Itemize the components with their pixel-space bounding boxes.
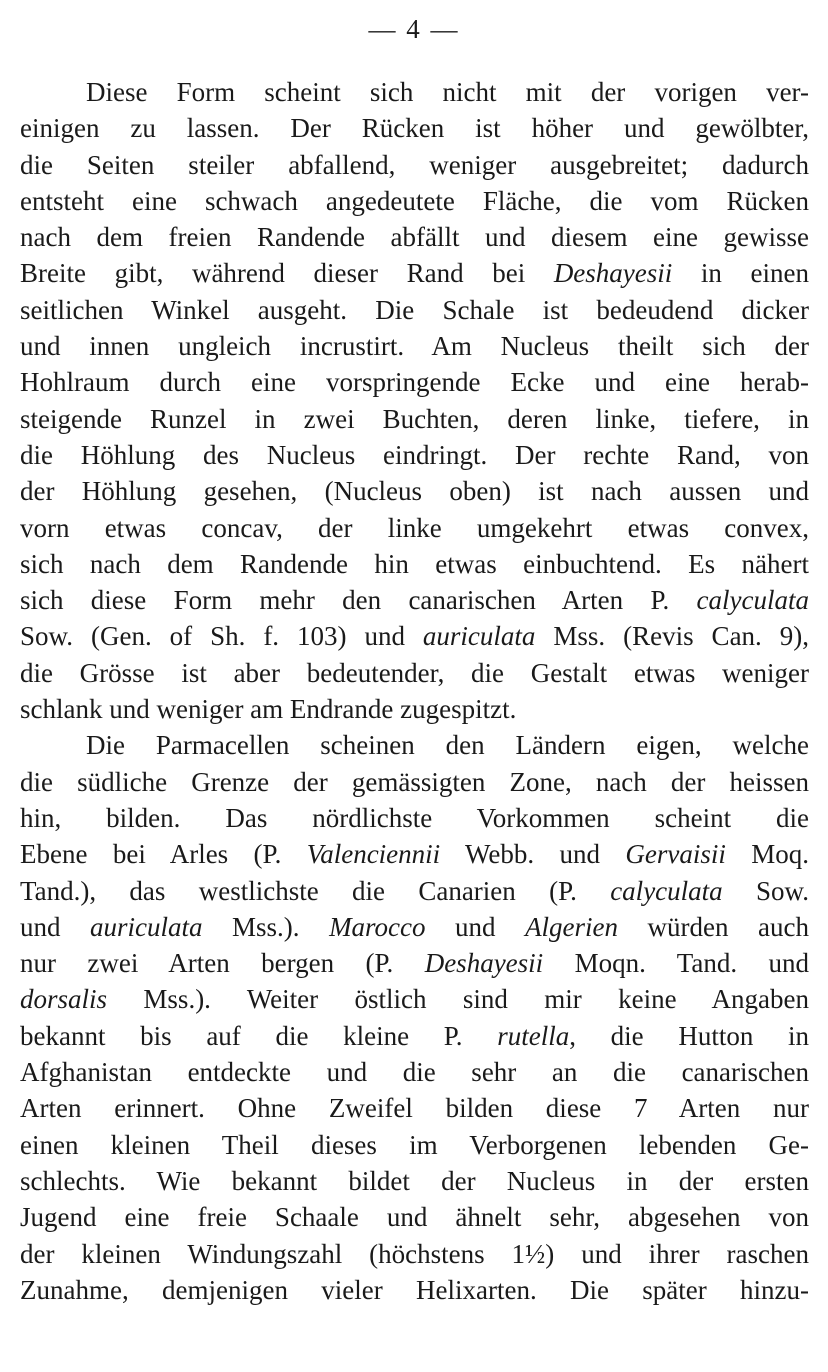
text-line bbox=[20, 1127, 809, 1163]
text-segment: der Höhlung gesehen, (Nucleus oben) ist nach aussen und bbox=[20, 476, 809, 507]
text-line bbox=[20, 74, 809, 110]
text-segment: Die Parmacellen scheinen den Ländern eigen, welche bbox=[86, 730, 809, 761]
text-segment: Moqn. Tand. und bbox=[543, 948, 809, 979]
text-segment: schlank und weniger am Endrande zugespitzt. bbox=[20, 694, 517, 725]
text-line bbox=[20, 328, 809, 364]
text-line bbox=[20, 510, 809, 546]
text-line bbox=[20, 1272, 809, 1308]
text-segment: sich diese Form mehr den canarischen Arten P. bbox=[20, 585, 697, 616]
text-segment: Diese Form scheint sich nicht mit der vorigen ver- bbox=[86, 77, 809, 107]
text-segment: bekannt bis auf die kleine P. bbox=[20, 1020, 498, 1051]
text-segment: und bbox=[20, 911, 91, 942]
text-segment: Moq. bbox=[725, 839, 809, 870]
page-number: — 4 — bbox=[368, 14, 460, 44]
text-line bbox=[20, 183, 809, 219]
text-line bbox=[20, 618, 809, 654]
text-line bbox=[20, 655, 809, 691]
italic-term: Gervaisii bbox=[625, 839, 726, 870]
text-segment: Afghanistan entdeckte und die sehr an die canarischen bbox=[20, 1057, 809, 1088]
text-line bbox=[20, 981, 809, 1017]
text-segment: Sow. bbox=[722, 875, 810, 906]
italic-term: Deshayesii bbox=[424, 948, 544, 979]
text-line bbox=[20, 1018, 809, 1054]
text-line bbox=[20, 147, 809, 183]
text-line bbox=[20, 255, 809, 291]
text-segment: Tand.), das westlichste die Canarien (P. bbox=[20, 875, 611, 906]
text-segment: Sow. (Gen. of Sh. f. 103) und bbox=[20, 621, 423, 652]
italic-term: rutella bbox=[497, 1020, 570, 1051]
text-line bbox=[20, 1199, 809, 1235]
text-segment: Ebene bei Arles (P. bbox=[20, 839, 307, 870]
text-line bbox=[20, 110, 809, 146]
text-segment: einen kleinen Theil dieses im Verborgenen lebenden Ge- bbox=[20, 1129, 809, 1160]
text-segment: seitlichen Winkel ausgeht. Die Schale ist bedeudend dicker bbox=[20, 294, 809, 325]
text-line bbox=[20, 582, 809, 618]
text-line bbox=[20, 1236, 809, 1272]
text-segment: nach dem freien Randende abfällt und diesem eine gewisse bbox=[20, 222, 809, 253]
text-segment: der kleinen Windungszahl (höchstens 1½) und ihrer raschen bbox=[20, 1238, 809, 1269]
italic-term: calyculata bbox=[610, 875, 723, 906]
text-segment: , die Hutton in bbox=[569, 1020, 809, 1051]
italic-term: dorsalis bbox=[20, 984, 108, 1015]
text-line bbox=[20, 364, 809, 400]
text-line bbox=[20, 401, 809, 437]
text-segment: die Höhlung des Nucleus eindringt. Der rechte Rand, von bbox=[20, 439, 809, 470]
text-segment: in einen bbox=[672, 258, 809, 289]
text-line bbox=[20, 1163, 809, 1199]
text-line bbox=[20, 909, 809, 945]
italic-term: calyculata bbox=[696, 585, 809, 616]
italic-term: Algerien bbox=[525, 911, 619, 942]
text-segment: Hohlraum durch eine vorspringende Ecke und eine herab- bbox=[20, 367, 809, 398]
text-segment: Zunahme, demjenigen vieler Helixarten. Die später hinzu- bbox=[20, 1274, 809, 1305]
text-line bbox=[20, 836, 809, 872]
text-line bbox=[20, 473, 809, 509]
text-line bbox=[20, 873, 809, 909]
text-line bbox=[20, 546, 809, 582]
text-segment: einigen zu lassen. Der Rücken ist höher und gewölbter, bbox=[20, 113, 809, 144]
text-segment: Mss. (Revis Can. 9), bbox=[535, 621, 809, 652]
text-line bbox=[20, 219, 809, 255]
text-segment: Breite gibt, während dieser Rand bei bbox=[20, 258, 554, 289]
text-segment: und bbox=[425, 911, 526, 942]
text-segment: entsteht eine schwach angedeutete Fläche, die vom Rücken bbox=[20, 185, 809, 216]
text-line bbox=[20, 945, 809, 981]
text-segment: die Grösse ist aber bedeutender, die Gestalt etwas weniger bbox=[20, 657, 809, 688]
text-line bbox=[20, 800, 809, 836]
text-line bbox=[20, 437, 809, 473]
italic-term: auriculata bbox=[90, 911, 203, 942]
text-line bbox=[20, 292, 809, 328]
text-segment: nur zwei Arten bergen (P. bbox=[20, 948, 425, 979]
text-segment: Mss.). Weiter östlich sind mir keine Angaben bbox=[107, 984, 809, 1015]
text-line bbox=[20, 691, 809, 727]
text-segment: Mss.). bbox=[202, 911, 330, 942]
text-segment: würden auch bbox=[618, 911, 810, 942]
text-line bbox=[20, 727, 809, 763]
body-text bbox=[20, 74, 809, 1308]
text-segment: und innen ungleich incrustirt. Am Nucleus theilt sich der bbox=[20, 331, 809, 362]
text-segment: Jugend eine freie Schaale und ähnelt sehr, abgesehen von bbox=[20, 1202, 809, 1233]
text-segment: schlechts. Wie bekannt bildet der Nucleus in der ersten bbox=[20, 1165, 809, 1196]
text-line bbox=[20, 1090, 809, 1126]
italic-term: Marocco bbox=[329, 911, 426, 942]
text-segment: die Seiten steiler abfallend, weniger ausgebreitet; dadurch bbox=[20, 149, 809, 180]
text-segment: vorn etwas concav, der linke umgekehrt etwas convex, bbox=[20, 512, 809, 543]
text-line bbox=[20, 764, 809, 800]
italic-term: auriculata bbox=[422, 621, 536, 652]
text-segment: sich nach dem Randende hin etwas einbuchtend. Es nähert bbox=[20, 548, 809, 579]
text-segment: Webb. und bbox=[440, 839, 626, 870]
text-line bbox=[20, 1054, 809, 1090]
italic-term: Deshayesii bbox=[553, 258, 673, 289]
italic-term: Valenciennii bbox=[306, 839, 441, 870]
text-segment: Arten erinnert. Ohne Zweifel bilden diese 7 Arten nur bbox=[20, 1093, 809, 1124]
text-segment: steigende Runzel in zwei Buchten, deren linke, tiefere, in bbox=[20, 403, 809, 434]
text-segment: hin, bilden. Das nördlichste Vorkommen scheint die bbox=[20, 802, 809, 833]
text-segment: die südliche Grenze der gemässigten Zone, nach der heissen bbox=[20, 766, 809, 797]
